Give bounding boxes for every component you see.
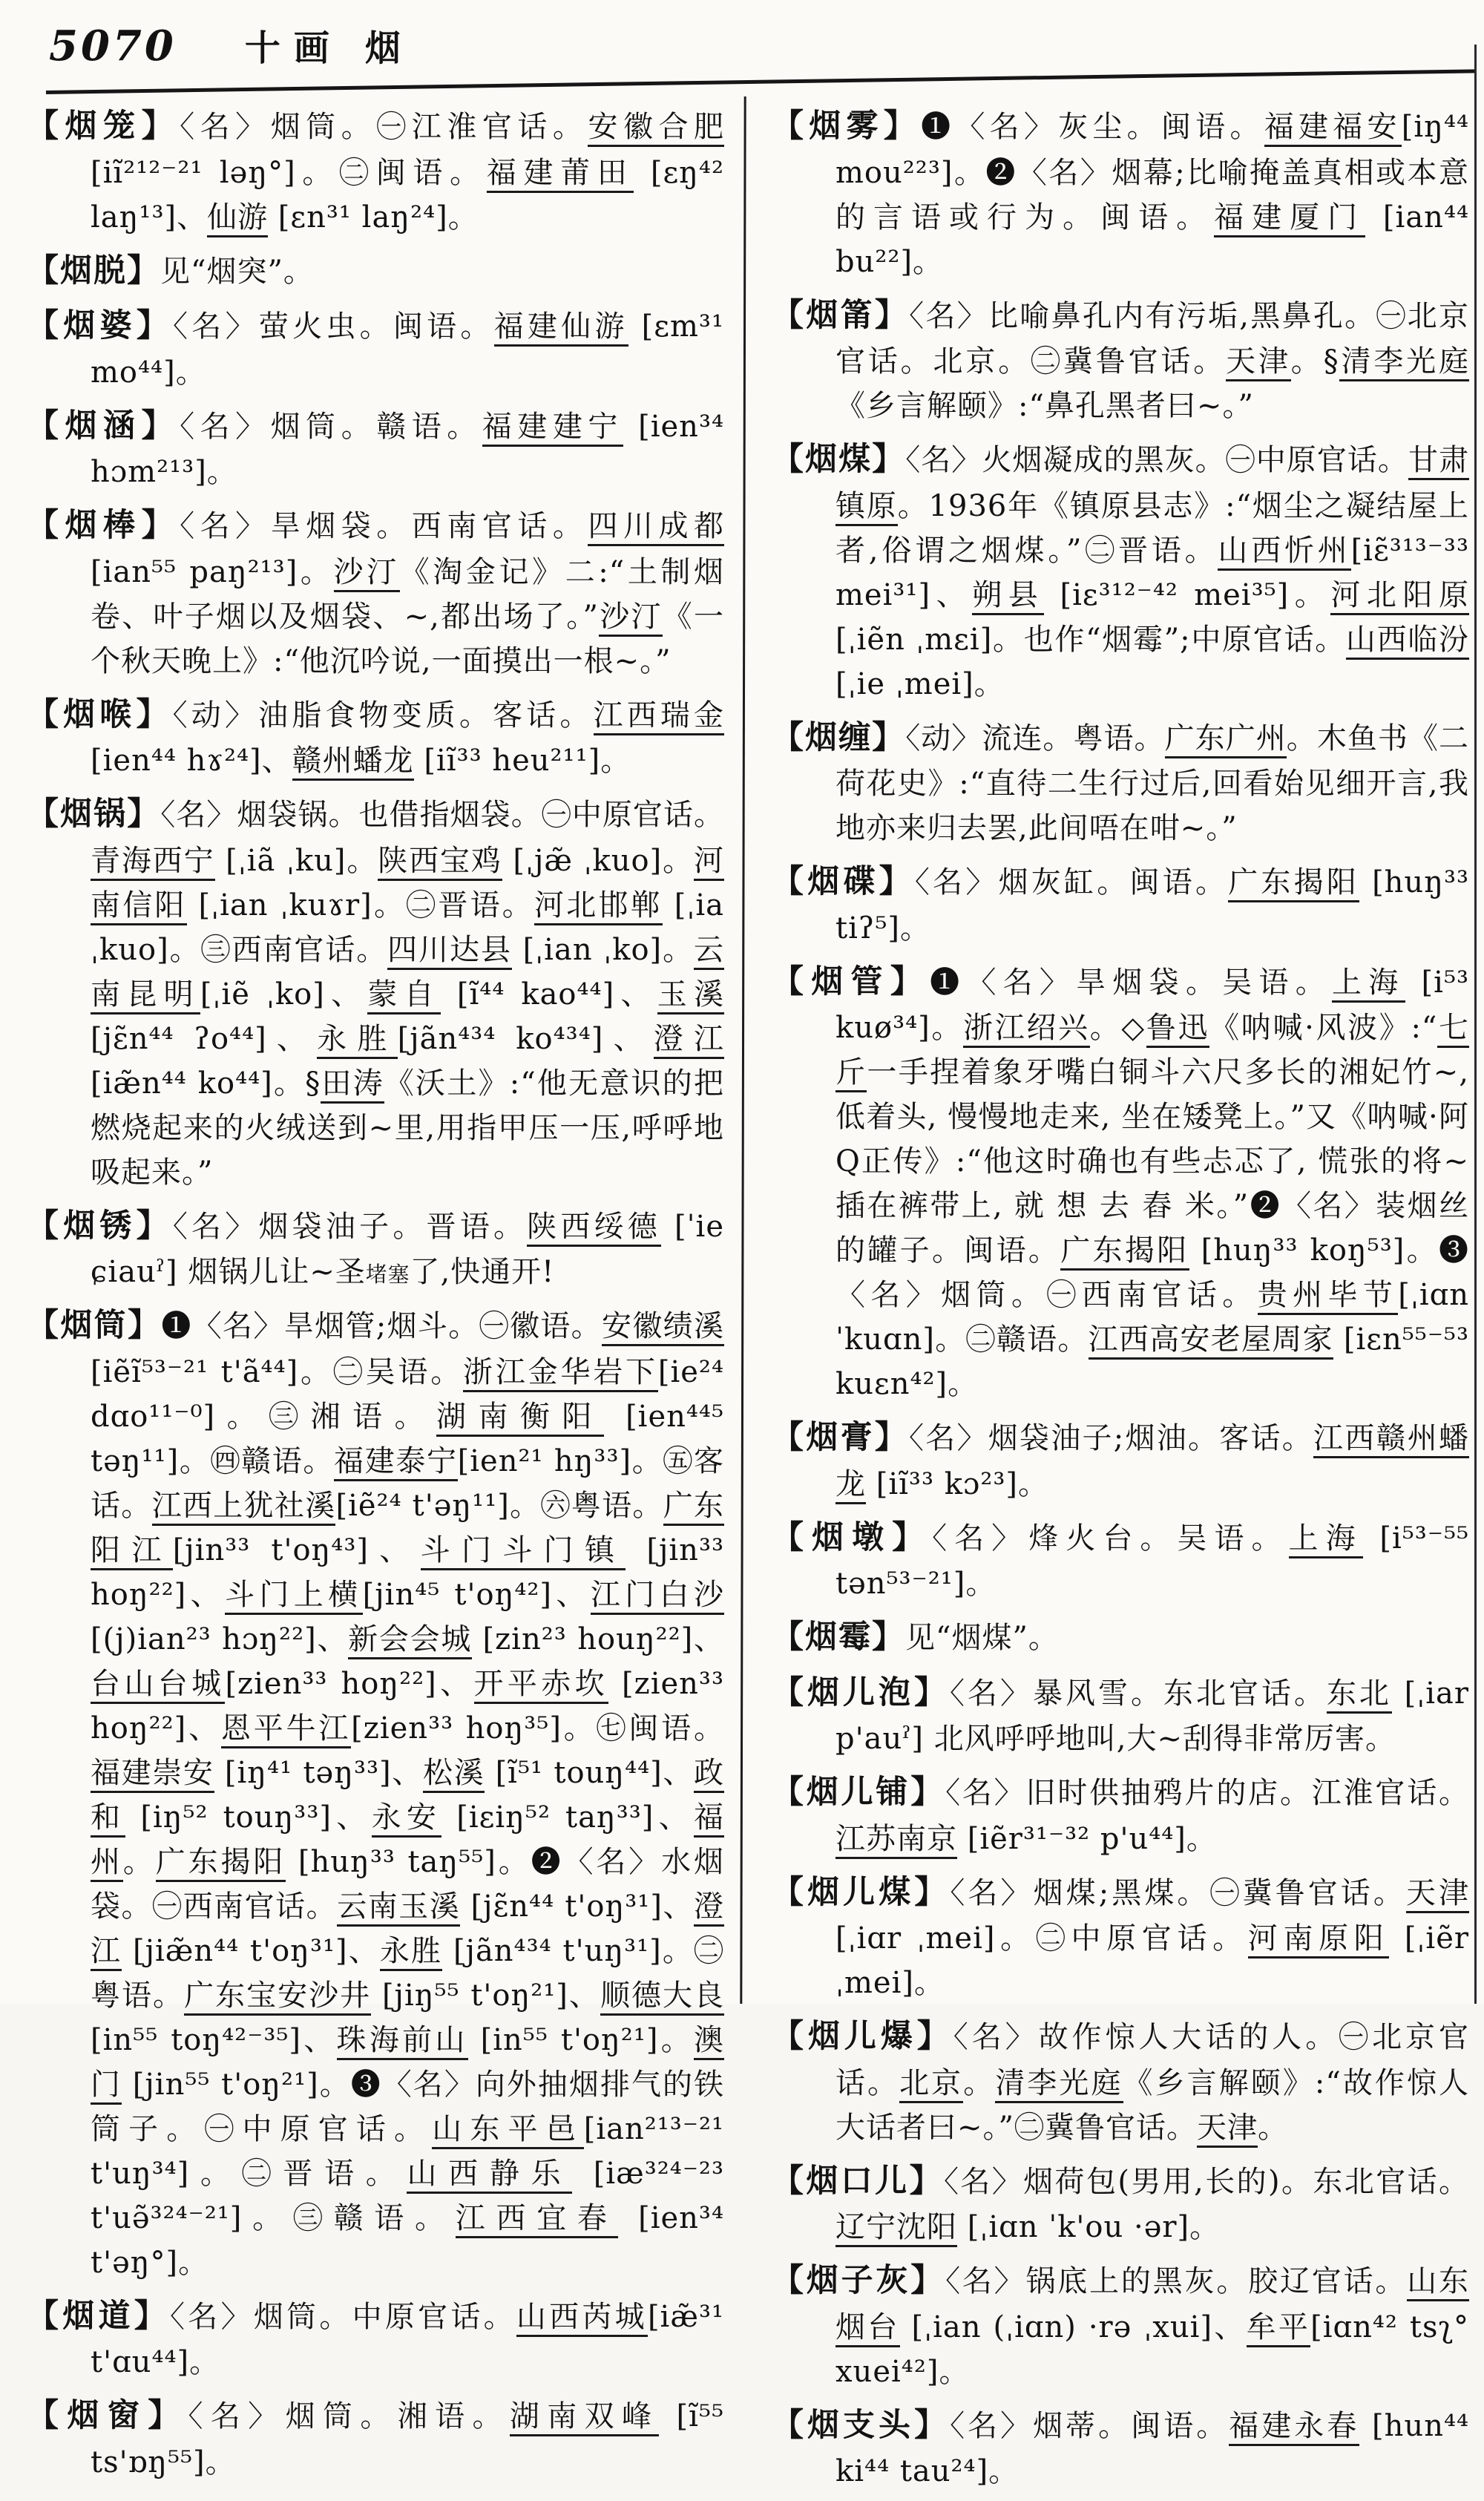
place-name: 永胜 bbox=[380, 1934, 442, 1971]
header-rule-line bbox=[46, 69, 1477, 94]
entry-text: [zien³³ hoŋ²²]、 bbox=[91, 1666, 724, 1746]
entry-烟支头 bbox=[772, 2402, 1469, 2494]
headword: 【烟缠】 bbox=[772, 718, 906, 756]
place-name: 牟平 bbox=[1247, 2310, 1311, 2347]
entry-text: 〈名〉烟蒂。闽语。 bbox=[950, 2408, 1229, 2443]
place-name: 天津 bbox=[1226, 344, 1291, 381]
entry-text: ❶〈名〉旱烟袋。吴语。 bbox=[930, 965, 1333, 1000]
entry-烟儿煤 bbox=[772, 1869, 1469, 2006]
entry-text: [jin⁴⁵ t'oŋ⁴²]、 bbox=[362, 1577, 591, 1612]
entry-text: [ˌia ˌkuo]。㊂西南官话。 bbox=[91, 888, 724, 967]
headword: 【烟支头】 bbox=[772, 2406, 951, 2444]
entry-text: [iɛ³¹²⁻⁴² mei³⁵]。 bbox=[1044, 577, 1331, 612]
place-name: 福建福安 bbox=[1264, 110, 1402, 147]
entry-text: [ˌian ˌkuɤr]。㊁晋语。 bbox=[186, 888, 534, 922]
entry-text: 〈动〉油脂食物变质。客话。 bbox=[172, 698, 594, 732]
entry-烟喉 bbox=[27, 691, 724, 784]
entry-text: [iĩ³³ heu²¹¹]。 bbox=[413, 744, 631, 778]
headword: 【烟儿铺】 bbox=[772, 1774, 946, 1811]
place-name: 江西赣州蟠龙 bbox=[835, 1421, 1469, 1504]
entry-text: ❶〈名〉旱烟管;烟斗。㊀徽语。 bbox=[161, 1309, 602, 1343]
entry-烟儿泡 bbox=[772, 1669, 1469, 1762]
place-name: 开平赤坎 bbox=[474, 1667, 608, 1704]
place-name: 江西高安老屋周家 bbox=[1089, 1322, 1333, 1360]
place-name: 云南昆明 bbox=[91, 933, 724, 1015]
place-name: 安徽合肥 bbox=[588, 110, 724, 147]
left-column bbox=[27, 102, 724, 2501]
place-name: 福建永春 bbox=[1229, 2409, 1359, 2446]
place-name: 松溪 bbox=[423, 1756, 485, 1793]
entry-text: [iŋ⁴¹ təŋ³³]、 bbox=[214, 1755, 423, 1790]
entry-text: [ĩ⁵¹ touŋ⁴⁴]、 bbox=[485, 1755, 695, 1790]
place-name: 四川达县 bbox=[387, 933, 512, 970]
place-name: 陕西宝鸡 bbox=[378, 844, 502, 881]
columns-container bbox=[27, 102, 1469, 2501]
entry-烟缠 bbox=[772, 714, 1469, 851]
place-name: 仙游 bbox=[207, 200, 268, 237]
entry-烟脱 bbox=[27, 247, 724, 295]
place-name: 山西静乐 bbox=[407, 2157, 572, 2194]
entry-烟膏 bbox=[772, 1414, 1469, 1507]
entry-text: 。 bbox=[1257, 2110, 1288, 2145]
entry-text: 〈名〉故作惊人大话的人。㊀北京官话。 bbox=[835, 2020, 1469, 2100]
entry-text: 〈名〉火烟凝成的黑灰。㊀中原官话。 bbox=[905, 443, 1408, 477]
headword: 【烟喉】 bbox=[27, 695, 173, 733]
place-name: 永安 bbox=[372, 1800, 442, 1838]
place-name: 湖南双峰 bbox=[510, 2399, 660, 2436]
place-name: 河北邯郸 bbox=[534, 888, 663, 925]
entry-text: ❶〈名〉灰尘。闽语。 bbox=[921, 110, 1264, 144]
entry-烟道 bbox=[27, 2292, 724, 2385]
place-name: 广东揭阳 bbox=[156, 1845, 286, 1882]
place-name: 福州 bbox=[91, 1800, 724, 1882]
entry-text: [iẽr³¹⁻³² p'u⁴⁴]。 bbox=[957, 1821, 1217, 1856]
entry-烟儿铺 bbox=[772, 1769, 1469, 1861]
place-name: 朔县 bbox=[972, 578, 1044, 615]
entry-text: 《淘金记》二:“土制烟卷、叶子烟以及烟袋、~,都出场了。” bbox=[91, 554, 725, 634]
place-name: 蒙自 bbox=[367, 977, 441, 1015]
place-name: 江门白沙 bbox=[591, 1578, 724, 1615]
entry-text: [ˈie ɕiauˀ] 烟锅儿让~圣 bbox=[91, 1209, 725, 1289]
entry-text: [jɛ̃n⁴⁴ ʔo⁴⁴]、 bbox=[91, 1021, 318, 1056]
headword: 【烟锈】 bbox=[27, 1207, 173, 1245]
entry-text: 〈名〉烟袋锅。也借指烟袋。㊀中原官话。 bbox=[160, 798, 725, 832]
place-name: 上海 bbox=[1332, 966, 1405, 1003]
entry-text: [in⁵⁵ t'oŋ²¹]。 bbox=[467, 2022, 695, 2057]
right-column bbox=[772, 102, 1469, 2501]
entry-text: 〈名〉旱烟袋。西南官话。 bbox=[180, 509, 588, 543]
entry-text: 〈名〉比喻鼻孔内有污垢,黑鼻孔。㊀北京官话。北京。㊁冀鲁官话。 bbox=[835, 298, 1470, 378]
place-name: 玉溪 bbox=[657, 977, 724, 1015]
headword: 【烟墩】 bbox=[772, 1518, 933, 1556]
entry-text: 〈名〉暴风雪。东北官话。 bbox=[949, 1676, 1327, 1711]
place-name: 福建崇安 bbox=[91, 1756, 214, 1793]
place-name: 河南原阳 bbox=[1248, 1921, 1390, 1958]
entry-text: [jãn⁴³⁴ ko⁴³⁴]、 bbox=[397, 1021, 654, 1056]
entry-烟婆 bbox=[27, 302, 724, 395]
headword: 【烟膏】 bbox=[772, 1419, 910, 1456]
entry-text: 一手捏着象牙嘴白铜斗六尺多长的湘妃竹~, 低着头, 慢慢地走来, 坐在矮凳上。”又《呐喊·阿Q正传》:“他这时确也有些忐忑了, 慌张的将~插在裤带上, 就 想 去 舂 米。”❷〈名〉装烟丝的罐子。闽语。 bbox=[835, 1055, 1470, 1268]
entry-text: [iɑn⁴² tsʅ° xuei⁴²]。 bbox=[835, 2310, 1469, 2389]
entry-text: [jɛ̃n⁴⁴ t'oŋ³¹]、 bbox=[460, 1889, 694, 1924]
place-name: 甘肃镇原 bbox=[835, 443, 1469, 526]
place-name: 北京 bbox=[899, 2066, 963, 2103]
entry-text: [jin³³ hoŋ²²]、 bbox=[91, 1533, 725, 1612]
page-number: 5070 bbox=[49, 22, 177, 71]
place-name: 永胜 bbox=[317, 1022, 397, 1059]
place-name: 斗门上横 bbox=[225, 1578, 363, 1615]
entry-text: [ˌiɑr ˌmei]。㊁中原官话。 bbox=[835, 1921, 1248, 1956]
entry-烟筩 bbox=[772, 292, 1469, 429]
headword: 【烟婆】 bbox=[27, 307, 174, 344]
place-name: 七斤 bbox=[835, 1011, 1469, 1092]
place-name: 天津 bbox=[1197, 2111, 1258, 2148]
place-name: 福建泰宁 bbox=[334, 1444, 458, 1481]
entry-text: [ɛŋ⁴² laŋ¹³]、 bbox=[91, 155, 725, 235]
place-name: 江苏南京 bbox=[835, 1822, 957, 1859]
entry-text: [zin²³ houŋ²²]、 bbox=[472, 1622, 725, 1656]
entry-text: [jin⁵⁵ t'oŋ²¹]。❸〈名〉向外抽烟排气的铁筒子。㊀中原官话。 bbox=[91, 2067, 725, 2146]
headword: 【烟管】 bbox=[772, 963, 930, 1000]
headword: 【烟筩】 bbox=[772, 296, 910, 334]
entry-text: [ien⁴⁴ hɤ²⁴]、 bbox=[91, 744, 292, 778]
page-edge-line bbox=[1474, 45, 1477, 2004]
entry-text: 了,快通开! bbox=[410, 1255, 555, 1289]
entry-烟棒 bbox=[27, 502, 724, 684]
entry-text: [i⁵³⁻⁵⁵ tən⁵³⁻²¹]。 bbox=[835, 1521, 1470, 1601]
entry-text: [iæ̃n⁴⁴ ko⁴⁴]。§ bbox=[91, 1066, 321, 1101]
entry-text: 见“烟煤”。 bbox=[905, 1621, 1059, 1655]
headword: 【烟儿煤】 bbox=[772, 1873, 951, 1911]
entry-text: [ĩ⁵⁵ ts'ɒŋ⁵⁵]。 bbox=[91, 2399, 724, 2479]
entry-text: [(j)ian²³ hɔŋ²²]、 bbox=[91, 1622, 349, 1656]
place-name: 澄江 bbox=[91, 1889, 724, 1971]
place-name: 山西芮城 bbox=[516, 2300, 648, 2337]
entry-text: [iæ³²⁴⁻²³ t'uə̃³²⁴⁻²¹]。㊂赣语。 bbox=[91, 2156, 724, 2235]
place-name: 贵州毕节 bbox=[1258, 1278, 1399, 1315]
entry-text: [huŋ³³ taŋ⁵⁵]。❷〈名〉水烟袋。㊀西南官话。 bbox=[91, 1844, 725, 1924]
entry-text: [hun⁴⁴ ki⁴⁴ tau²⁴]。 bbox=[835, 2408, 1470, 2488]
stroke-section-label: 十画 bbox=[244, 27, 343, 69]
place-name: 新会会城 bbox=[348, 1622, 472, 1659]
headword: 【烟脱】 bbox=[27, 252, 160, 289]
headword: 【烟雾】 bbox=[772, 108, 922, 145]
entry-text: [iɛiŋ⁵² taŋ³³]、 bbox=[441, 1800, 694, 1835]
place-name: 福建莆田 bbox=[487, 156, 634, 193]
place-name: 河北阳原 bbox=[1330, 578, 1469, 615]
entry-text: 〈名〉烟灰缸。闽语。 bbox=[914, 865, 1229, 899]
headword: 【烟子灰】 bbox=[772, 2262, 946, 2299]
gloss-small: 堵塞 bbox=[365, 1262, 410, 1287]
place-name: 山东烟台 bbox=[835, 2264, 1469, 2347]
place-name: 沙汀 bbox=[599, 600, 663, 637]
headword: 【烟口儿】 bbox=[772, 2162, 944, 2200]
entry-text: [in⁵⁵ toŋ⁴²⁻³⁵]、 bbox=[91, 2022, 337, 2057]
entry-text: 〈名〉烟荷包(男用,长的)。东北官话。 bbox=[943, 2164, 1470, 2199]
place-name: 顺德大良 bbox=[600, 1979, 724, 2016]
entry-text: 〈名〉旧时供抽鸦片的店。江淮官话。 bbox=[945, 1776, 1470, 1810]
entry-text: [ˌiẽ ˌko]、 bbox=[200, 977, 368, 1012]
place-name: 东北 bbox=[1327, 1676, 1392, 1714]
entry-text: [iĩ²¹²⁻²¹ ləŋ°]。㊁闽语。 bbox=[91, 155, 487, 190]
entry-text: 〈名〉烟筒。赣语。 bbox=[180, 409, 482, 444]
entry-烟雾 bbox=[772, 102, 1469, 284]
entry-text: [i⁵³ kuø³⁴]。 bbox=[835, 965, 1470, 1045]
place-name: 政和 bbox=[91, 1756, 724, 1838]
headword: 【烟煤】 bbox=[772, 441, 906, 478]
headword: 【烟锅】 bbox=[27, 796, 161, 833]
entry-text: 〈名〉烟煤;黑煤。㊀冀鲁官话。 bbox=[950, 1875, 1406, 1910]
entry-text: 〈名〉烟袋油子;烟油。客话。 bbox=[909, 1421, 1314, 1455]
place-name: 福建建宁 bbox=[482, 410, 623, 447]
entry-text: 。木鱼书《二荷花史》:“直待二生行过后,回看始见细开言,我地亦来归去罢,此间唔在咁~。” bbox=[835, 721, 1470, 845]
headword: 【烟笼】 bbox=[27, 108, 180, 145]
entry-烟管 bbox=[772, 958, 1469, 1407]
place-name: 四川成都 bbox=[588, 509, 724, 546]
entry-烟霉 bbox=[772, 1613, 1469, 1662]
entry-text: [ien²¹ hŋ³³]。㊄客话。 bbox=[91, 1443, 725, 1523]
entry-text: [ˌjæ̃ ˌkuo]。 bbox=[502, 843, 694, 878]
place-name: 云南玉溪 bbox=[337, 1889, 460, 1927]
entry-烟煤 bbox=[772, 436, 1469, 707]
entry-text: 〈名〉烟筒。㊀江淮官话。 bbox=[180, 110, 588, 144]
entry-text: [ˌiã ˌku]。 bbox=[214, 843, 378, 878]
header-character: 烟 bbox=[364, 27, 401, 69]
entry-text: 《乡言解颐》:“故作惊人大话者曰~。”㊁冀鲁官话。 bbox=[835, 2065, 1470, 2145]
entry-text: [iẽ²⁴ t'əŋ¹¹]。㊅粤语。 bbox=[335, 1488, 663, 1523]
place-name: 广东广州 bbox=[1165, 721, 1287, 758]
place-name: 珠海前山 bbox=[337, 2023, 468, 2060]
place-name: 天津 bbox=[1406, 1876, 1469, 1913]
place-name: 青海西宁 bbox=[91, 844, 215, 881]
entry-text: 。1936年《镇原县志》:“烟尘之凝结屋上者,俗谓之烟煤。”㊁晋语。 bbox=[835, 488, 1469, 568]
entry-烟墩 bbox=[772, 1514, 1469, 1607]
entry-text: [ɛm³¹ mo⁴⁴]。 bbox=[91, 309, 725, 390]
entry-text: 〈名〉烽火台。吴语。 bbox=[932, 1521, 1289, 1556]
entry-text: [ˌiẽr ˌmei]。 bbox=[835, 1921, 1470, 2000]
place-name: 田涛 bbox=[321, 1066, 384, 1104]
place-name: 辽宁沈阳 bbox=[835, 2210, 957, 2247]
place-name: 广东揭阳 bbox=[1228, 865, 1359, 902]
headword: 【烟霉】 bbox=[772, 1619, 905, 1656]
place-name: 澳门 bbox=[91, 2023, 724, 2105]
headword: 【烟儿爆】 bbox=[772, 2018, 953, 2055]
entry-text: 。◇ bbox=[1089, 1011, 1146, 1045]
entry-text: 〈名〉烟袋油子。晋语。 bbox=[172, 1209, 528, 1244]
entry-text: [ˌiẽn ˌmɛi]。也作“烟霉”;中原官话。 bbox=[835, 622, 1346, 657]
entry-烟窗 bbox=[27, 2392, 724, 2485]
entry-text: 。 bbox=[122, 1844, 156, 1879]
place-name: 上海 bbox=[1289, 1521, 1363, 1558]
place-name: 赣州蟠龙 bbox=[292, 744, 414, 781]
place-name: 山西临汾 bbox=[1346, 623, 1469, 660]
place-name: 清李光庭 bbox=[1339, 344, 1469, 381]
headword: 【烟儿泡】 bbox=[772, 1674, 950, 1711]
place-name: 河南信阳 bbox=[91, 844, 724, 925]
entry-text: [huŋ³³ koŋ⁵³]。❸〈名〉烟筒。㊀西南官话。 bbox=[835, 1233, 1470, 1312]
entry-text: [jãn⁴³⁴ t'uŋ³¹]。㊁粤语。 bbox=[91, 1933, 725, 2013]
entry-text: [iæ̃³¹ t'ɑu⁴⁴]。 bbox=[91, 2299, 725, 2379]
place-name: 沙汀 bbox=[334, 555, 400, 592]
entry-text: 〈名〉锅底上的黑灰。胶辽官话。 bbox=[945, 2264, 1408, 2298]
place-name: 江西上犹社溪 bbox=[152, 1489, 336, 1526]
place-name: 陕西绥德 bbox=[527, 1210, 661, 1247]
entry-烟笼 bbox=[27, 102, 724, 240]
entry-text: [ien³⁴ t'əŋ°]。 bbox=[91, 2200, 724, 2280]
entry-text: [ian²¹³⁻²¹ t'uŋ³⁴]。㊁晋语。 bbox=[91, 2111, 725, 2191]
entry-text: [iẽĩ⁵³⁻²¹ t'ã⁴⁴]。㊁吴语。 bbox=[91, 1354, 464, 1389]
entry-烟筒 bbox=[27, 1302, 724, 2285]
headword: 【烟碟】 bbox=[772, 863, 915, 900]
entry-text: [iɛ̃³¹³⁻³³ mei³¹]、 bbox=[835, 533, 1469, 612]
entry-text: [ˌiɑn ˈkuɑn]。㊁赣语。 bbox=[835, 1278, 1470, 1357]
place-name: 广东宝安沙井 bbox=[184, 1979, 371, 2016]
entry-text: [ɛn³¹ laŋ²⁴]。 bbox=[268, 200, 479, 235]
entry-text: [huŋ³³ tiʔ⁵]。 bbox=[835, 865, 1470, 945]
place-name: 广东阳江 bbox=[91, 1489, 724, 1570]
headword: 【烟道】 bbox=[27, 2297, 171, 2335]
entry-text: 〈名〉萤火虫。闽语。 bbox=[173, 309, 494, 344]
place-name: 山西忻州 bbox=[1218, 534, 1350, 571]
entry-text: [ˌian (ˌiɑn) ·rə ˌxui]、 bbox=[899, 2310, 1247, 2344]
place-name: 广东揭阳 bbox=[1060, 1233, 1189, 1271]
entry-text: 《沃土》:“他无意识的把燃烧起来的火绒送到~里,用指甲压一压,呼呼地吸起来。” bbox=[91, 1066, 724, 1190]
place-name: 浙江金华岩下 bbox=[463, 1355, 658, 1392]
place-name: 安徽绩溪 bbox=[602, 1309, 724, 1346]
entry-text: [iŋ⁵² touŋ³³]、 bbox=[125, 1800, 372, 1835]
headword: 【烟窗】 bbox=[27, 2397, 188, 2434]
entry-text: [jiæ̃n⁴⁴ t'oŋ³¹]、 bbox=[122, 1933, 380, 1968]
entry-text: 。 bbox=[963, 2065, 996, 2100]
entry-text: [ien³⁴ hɔm²¹³]。 bbox=[91, 409, 725, 489]
entry-text: [ie²⁴ dɑo¹¹⁻⁰]。㊂湘语。 bbox=[91, 1354, 724, 1434]
page-header bbox=[49, 19, 401, 71]
place-name: 恩平牛江 bbox=[221, 1711, 351, 1748]
place-name: 清李光庭 bbox=[995, 2066, 1123, 2103]
entry-烟锅 bbox=[27, 790, 724, 1195]
entry-text: [ian⁵⁵ paŋ²¹³]。 bbox=[91, 554, 334, 589]
entry-烟子灰 bbox=[772, 2257, 1469, 2394]
place-name: 福建仙游 bbox=[494, 309, 628, 347]
entry-烟锈 bbox=[27, 1202, 724, 1295]
entry-text: [jin³³ t'oŋ⁴³]、 bbox=[172, 1533, 421, 1567]
entry-text: 见“烟突”。 bbox=[160, 254, 314, 289]
headword: 【烟涵】 bbox=[27, 407, 180, 445]
place-name: 斗门斗门镇 bbox=[421, 1533, 626, 1570]
place-name: 江西瑞金 bbox=[594, 698, 724, 735]
place-name: 浙江绍兴 bbox=[963, 1011, 1090, 1048]
entry-text: 〈名〉烟筒。中原官话。 bbox=[170, 2299, 516, 2334]
place-name: 湖南衡阳 bbox=[436, 1400, 604, 1437]
entry-text: [iĩ³³ kɔ²³]。 bbox=[866, 1466, 1049, 1501]
entry-text: [iŋ⁴⁴ mou²²³]。❷〈名〉烟幕;比喻掩盖真相或本意的言语或行为。闽语。 bbox=[835, 110, 1470, 235]
headword: 【烟筒】 bbox=[27, 1307, 162, 1344]
entry-烟涵 bbox=[27, 402, 724, 495]
entry-text: [ien⁴⁴⁵ təŋ¹¹]。㊃赣语。 bbox=[91, 1399, 725, 1478]
place-name: 台山台城 bbox=[91, 1667, 225, 1704]
entry-text: [zien³³ hoŋ³⁵]。㊆闽语。 bbox=[351, 1711, 724, 1746]
entry-text: [iɛn⁵⁵⁻⁵³ kuɛn⁴²]。 bbox=[835, 1322, 1470, 1401]
entry-text: [ĩ⁴⁴ kao⁴⁴]、 bbox=[440, 977, 657, 1012]
headword: 【烟棒】 bbox=[27, 507, 180, 544]
entry-text: [ˌiɑn ˈk'ou ·ər]。 bbox=[957, 2210, 1221, 2244]
entry-text: 。§ bbox=[1290, 344, 1339, 378]
entry-text: [ˌian ˌko]。 bbox=[511, 932, 695, 967]
entry-text: 《呐喊·风波》:“ bbox=[1209, 1011, 1438, 1045]
entry-烟口儿 bbox=[772, 2157, 1469, 2250]
entry-text: 《一个秋天晚上》:“他沉吟说,一面摸出一根~。” bbox=[91, 599, 724, 678]
entry-text: 〈动〉流连。粤语。 bbox=[905, 721, 1165, 755]
place-name: 山东平邑 bbox=[432, 2112, 584, 2149]
place-name: 鲁迅 bbox=[1146, 1011, 1209, 1048]
entry-text: 〈名〉烟筒。湘语。 bbox=[188, 2399, 510, 2433]
entry-text: [ian⁴⁴ bu²²]。 bbox=[835, 200, 1470, 279]
place-name: 福建厦门 bbox=[1214, 200, 1365, 237]
entry-烟碟 bbox=[772, 858, 1469, 951]
entry-text: [ˌiar p'auˀ] 北风呼呼地叫,大~刮得非常厉害。 bbox=[835, 1676, 1470, 1756]
place-name: 澄江 bbox=[654, 1022, 724, 1059]
place-name: 江西宜春 bbox=[456, 2201, 618, 2238]
entry-text: [jiŋ⁵⁵ t'oŋ²¹]、 bbox=[371, 1978, 600, 2013]
entry-text: 《乡言解颐》:“鼻孔黑者曰~。” bbox=[835, 389, 1254, 423]
entry-text: [ˌie ˌmei]。 bbox=[835, 666, 1005, 701]
entry-text: [zien³³ hoŋ²²]、 bbox=[225, 1666, 474, 1701]
entry-烟儿爆 bbox=[772, 2013, 1469, 2150]
